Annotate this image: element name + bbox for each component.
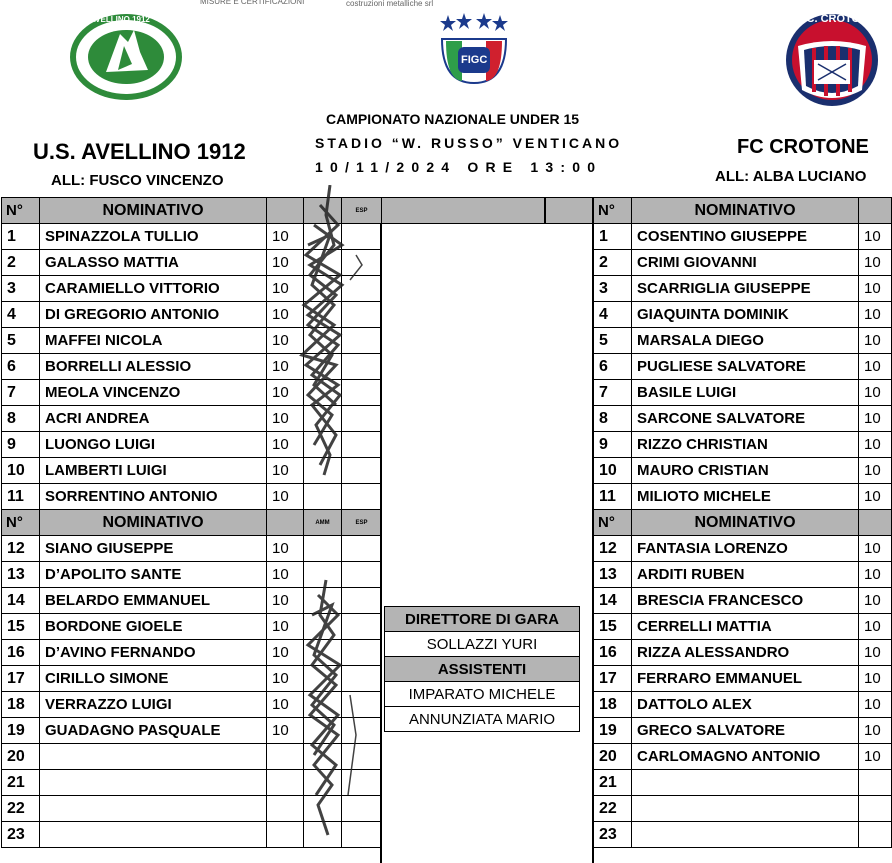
player-name: FANTASIA LORENZO	[632, 536, 859, 562]
player-name	[632, 770, 859, 796]
player-name: BRESCIA FRANCESCO	[632, 588, 859, 614]
player-shirt: 10	[267, 614, 304, 640]
player-number: 5	[594, 328, 632, 354]
player-row	[2, 666, 382, 692]
competition-title: CAMPIONATO NAZIONALE UNDER 15	[326, 111, 580, 127]
amm-cell	[304, 614, 342, 640]
player-shirt: 10	[859, 640, 892, 666]
player-shirt	[859, 796, 892, 822]
player-name: BORDONE GIOELE	[40, 614, 267, 640]
player-row	[594, 432, 892, 458]
player-name: D’APOLITO SANTE	[40, 562, 267, 588]
middle-header-strip	[381, 197, 593, 224]
player-row	[594, 796, 892, 822]
esp-cell	[342, 588, 382, 614]
player-row	[2, 458, 382, 484]
esp-cell	[342, 796, 382, 822]
player-name: VERRAZZO LUIGI	[40, 692, 267, 718]
referee-name: SOLLAZZI YURI	[385, 632, 580, 657]
player-number: 2	[2, 250, 40, 276]
player-shirt: 10	[859, 406, 892, 432]
player-row	[2, 796, 382, 822]
player-row	[2, 406, 382, 432]
player-row	[2, 276, 382, 302]
player-row	[2, 822, 382, 848]
player-shirt: 10	[859, 718, 892, 744]
player-name: SORRENTINO ANTONIO	[40, 484, 267, 510]
amm-cell	[304, 744, 342, 770]
num-header: N°	[594, 198, 632, 224]
player-number: 12	[594, 536, 632, 562]
player-number: 14	[2, 588, 40, 614]
player-shirt	[267, 770, 304, 796]
shirt-header	[859, 198, 892, 224]
esp-cell	[342, 276, 382, 302]
player-name: LAMBERTI LUIGI	[40, 458, 267, 484]
player-shirt: 10	[859, 666, 892, 692]
player-row	[594, 354, 892, 380]
player-name: GIAQUINTA DOMINIK	[632, 302, 859, 328]
amm-cell	[304, 302, 342, 328]
match-datetime: 10/11/2024 ORE 13:00	[315, 159, 603, 175]
player-number: 18	[594, 692, 632, 718]
player-name: LUONGO LUIGI	[40, 432, 267, 458]
player-number: 13	[594, 562, 632, 588]
player-number: 6	[2, 354, 40, 380]
player-row	[594, 666, 892, 692]
shirt-header	[859, 510, 892, 536]
assistant-1-name: IMPARATO MICHELE	[385, 682, 580, 707]
player-row	[2, 536, 382, 562]
player-number: 9	[594, 432, 632, 458]
player-name: MARSALA DIEGO	[632, 328, 859, 354]
player-number: 1	[2, 224, 40, 250]
amm-header: AMM	[304, 510, 342, 536]
player-name: CRIMI GIOVANNI	[632, 250, 859, 276]
esp-cell	[342, 640, 382, 666]
amm-cell	[304, 406, 342, 432]
player-name: MAFFEI NICOLA	[40, 328, 267, 354]
shirt-header	[267, 510, 304, 536]
player-number: 14	[594, 588, 632, 614]
amm-cell	[304, 562, 342, 588]
player-number: 11	[2, 484, 40, 510]
player-number: 20	[2, 744, 40, 770]
amm-cell	[304, 354, 342, 380]
amm-cell	[304, 640, 342, 666]
player-name	[632, 796, 859, 822]
player-name: PUGLIESE SALVATORE	[632, 354, 859, 380]
player-name: SPINAZZOLA TULLIO	[40, 224, 267, 250]
player-name: BASILE LUIGI	[632, 380, 859, 406]
player-shirt: 10	[267, 536, 304, 562]
player-shirt: 10	[267, 562, 304, 588]
player-row	[594, 744, 892, 770]
esp-cell	[342, 692, 382, 718]
player-number: 12	[2, 536, 40, 562]
name-header: NOMINATIVO	[632, 510, 859, 536]
player-number: 3	[2, 276, 40, 302]
player-row	[594, 302, 892, 328]
num-header: N°	[2, 510, 40, 536]
player-shirt: 10	[267, 328, 304, 354]
esp-header: ESP	[342, 510, 382, 536]
player-name: GRECO SALVATORE	[632, 718, 859, 744]
player-number: 17	[2, 666, 40, 692]
player-row	[594, 276, 892, 302]
player-row	[2, 744, 382, 770]
player-row	[2, 380, 382, 406]
away-lineup-table	[593, 197, 892, 848]
home-coach: ALL: FUSCO VINCENZO	[51, 172, 224, 189]
officials-box	[384, 606, 580, 732]
figc-logo	[432, 13, 516, 85]
player-shirt	[859, 822, 892, 848]
player-shirt	[267, 796, 304, 822]
esp-cell	[342, 380, 382, 406]
amm-cell	[304, 250, 342, 276]
esp-cell	[342, 354, 382, 380]
player-name: SIANO GIUSEPPE	[40, 536, 267, 562]
name-header: NOMINATIVO	[40, 198, 267, 224]
player-row	[594, 406, 892, 432]
player-shirt: 10	[859, 562, 892, 588]
amm-cell	[304, 536, 342, 562]
player-name: MILIOTO MICHELE	[632, 484, 859, 510]
avellino-logo	[68, 12, 184, 102]
player-name: CIRILLO SIMONE	[40, 666, 267, 692]
player-shirt: 10	[267, 640, 304, 666]
player-number: 4	[594, 302, 632, 328]
esp-cell	[342, 406, 382, 432]
esp-cell	[342, 250, 382, 276]
player-number: 23	[594, 822, 632, 848]
player-row	[594, 718, 892, 744]
player-number: 22	[2, 796, 40, 822]
player-shirt: 10	[859, 432, 892, 458]
player-name	[632, 822, 859, 848]
player-name: CERRELLI MATTIA	[632, 614, 859, 640]
player-number: 16	[2, 640, 40, 666]
amm-cell	[304, 796, 342, 822]
figc-logo-text: FIGC	[461, 54, 488, 66]
amm-cell	[304, 380, 342, 406]
player-name: ARDITI RUBEN	[632, 562, 859, 588]
name-header: NOMINATIVO	[40, 510, 267, 536]
player-name: DATTOLO ALEX	[632, 692, 859, 718]
amm-cell	[304, 588, 342, 614]
player-shirt: 10	[267, 406, 304, 432]
player-row	[2, 640, 382, 666]
player-name: SCARRIGLIA GIUSEPPE	[632, 276, 859, 302]
amm-cell	[304, 432, 342, 458]
player-row	[594, 562, 892, 588]
player-number: 21	[2, 770, 40, 796]
amm-cell	[304, 328, 342, 354]
player-shirt: 10	[859, 588, 892, 614]
esp-header: ESP	[342, 198, 382, 224]
player-row	[594, 588, 892, 614]
player-number: 4	[2, 302, 40, 328]
player-shirt: 10	[859, 328, 892, 354]
player-name: RIZZO CHRISTIAN	[632, 432, 859, 458]
player-number: 19	[594, 718, 632, 744]
player-name	[40, 796, 267, 822]
player-number: 6	[594, 354, 632, 380]
player-shirt: 10	[267, 718, 304, 744]
player-row	[594, 250, 892, 276]
esp-cell	[342, 770, 382, 796]
player-row	[2, 614, 382, 640]
home-club-name: U.S. AVELLINO 1912	[33, 139, 246, 164]
player-number: 8	[594, 406, 632, 432]
sponsor-right: costruzioni metalliche srl	[346, 0, 434, 8]
esp-cell	[342, 562, 382, 588]
player-name: DI GREGORIO ANTONIO	[40, 302, 267, 328]
player-shirt	[267, 822, 304, 848]
home-header-row	[2, 198, 382, 224]
player-row	[594, 380, 892, 406]
player-name: CARLOMAGNO ANTONIO	[632, 744, 859, 770]
player-shirt: 10	[267, 302, 304, 328]
player-shirt: 10	[267, 224, 304, 250]
player-number: 7	[594, 380, 632, 406]
player-number: 10	[2, 458, 40, 484]
player-shirt: 10	[859, 354, 892, 380]
esp-cell	[342, 614, 382, 640]
esp-cell	[342, 302, 382, 328]
player-row	[594, 536, 892, 562]
crotone-logo	[784, 6, 880, 110]
esp-cell	[342, 822, 382, 848]
player-number: 7	[2, 380, 40, 406]
amm-cell	[304, 718, 342, 744]
away-club-name: FC CROTONE	[737, 136, 869, 158]
amm-cell	[304, 484, 342, 510]
player-row	[594, 458, 892, 484]
player-number: 22	[594, 796, 632, 822]
player-number: 15	[594, 614, 632, 640]
num-header: N°	[2, 198, 40, 224]
home-lineup-table	[1, 197, 382, 848]
player-shirt: 10	[267, 588, 304, 614]
esp-cell	[342, 484, 382, 510]
player-row	[594, 822, 892, 848]
player-number: 17	[594, 666, 632, 692]
esp-cell	[342, 328, 382, 354]
esp-cell	[342, 666, 382, 692]
avellino-logo-text: AVELLINO 1912	[90, 15, 150, 24]
player-shirt: 10	[859, 614, 892, 640]
player-row	[2, 588, 382, 614]
player-shirt: 10	[859, 536, 892, 562]
player-number: 18	[2, 692, 40, 718]
player-number: 15	[2, 614, 40, 640]
player-shirt: 10	[859, 458, 892, 484]
player-number: 2	[594, 250, 632, 276]
player-name: BELARDO EMMANUEL	[40, 588, 267, 614]
away-coach: ALL: ALBA LUCIANO	[715, 168, 867, 185]
player-row	[2, 354, 382, 380]
amm-cell	[304, 822, 342, 848]
esp-cell	[342, 536, 382, 562]
player-name: FERRARO EMMANUEL	[632, 666, 859, 692]
player-shirt: 10	[859, 380, 892, 406]
player-shirt: 10	[859, 250, 892, 276]
player-name: GALASSO MATTIA	[40, 250, 267, 276]
player-name: MEOLA VINCENZO	[40, 380, 267, 406]
amm-cell	[304, 692, 342, 718]
player-shirt	[859, 770, 892, 796]
player-name: MAURO CRISTIAN	[632, 458, 859, 484]
player-shirt: 10	[267, 432, 304, 458]
player-row	[594, 614, 892, 640]
player-name	[40, 770, 267, 796]
player-row	[2, 562, 382, 588]
player-name: COSENTINO GIUSEPPE	[632, 224, 859, 250]
player-row	[594, 692, 892, 718]
name-header: NOMINATIVO	[632, 198, 859, 224]
player-row	[2, 484, 382, 510]
away-subs-header-row	[594, 510, 892, 536]
esp-cell	[342, 718, 382, 744]
shirt-header	[267, 198, 304, 224]
player-shirt: 10	[267, 354, 304, 380]
sponsor-left: MISURE E CERTIFICAZIONI	[200, 0, 305, 6]
amm-cell	[304, 458, 342, 484]
amm-cell	[304, 224, 342, 250]
player-name: BORRELLI ALESSIO	[40, 354, 267, 380]
amm-cell	[304, 276, 342, 302]
player-shirt: 10	[267, 380, 304, 406]
amm-cell	[304, 666, 342, 692]
away-header-row	[594, 198, 892, 224]
player-row	[594, 328, 892, 354]
player-name	[40, 822, 267, 848]
player-shirt: 10	[267, 484, 304, 510]
assistants-label: ASSISTENTI	[385, 657, 580, 682]
player-row	[2, 692, 382, 718]
player-shirt: 10	[267, 692, 304, 718]
player-shirt: 10	[859, 302, 892, 328]
player-name: GUADAGNO PASQUALE	[40, 718, 267, 744]
player-row	[594, 770, 892, 796]
player-shirt: 10	[859, 744, 892, 770]
player-row	[2, 432, 382, 458]
player-shirt: 10	[859, 224, 892, 250]
player-number: 3	[594, 276, 632, 302]
stadium-title: STADIO “W. RUSSO” VENTICANO	[315, 135, 623, 151]
player-shirt	[267, 744, 304, 770]
player-shirt: 10	[267, 250, 304, 276]
home-subs-header-row	[2, 510, 382, 536]
player-row	[594, 640, 892, 666]
player-number: 11	[594, 484, 632, 510]
esp-cell	[342, 458, 382, 484]
player-shirt: 10	[267, 458, 304, 484]
player-number: 10	[594, 458, 632, 484]
player-number: 8	[2, 406, 40, 432]
player-number: 5	[2, 328, 40, 354]
player-name: CARAMIELLO VITTORIO	[40, 276, 267, 302]
player-number: 16	[594, 640, 632, 666]
player-row	[594, 224, 892, 250]
player-name	[40, 744, 267, 770]
esp-cell	[342, 224, 382, 250]
player-number: 20	[594, 744, 632, 770]
esp-cell	[342, 432, 382, 458]
player-number: 21	[594, 770, 632, 796]
referee-label: DIRETTORE DI GARA	[385, 607, 580, 632]
player-number: 1	[594, 224, 632, 250]
player-shirt: 10	[859, 692, 892, 718]
player-row	[594, 484, 892, 510]
crotone-logo-text: F.C. CROTONE	[798, 13, 876, 25]
player-row	[2, 328, 382, 354]
player-number: 19	[2, 718, 40, 744]
player-number: 9	[2, 432, 40, 458]
player-row	[2, 250, 382, 276]
player-number: 23	[2, 822, 40, 848]
player-shirt: 10	[859, 276, 892, 302]
player-row	[2, 302, 382, 328]
player-row	[2, 224, 382, 250]
amm-header	[304, 198, 342, 224]
esp-cell	[342, 744, 382, 770]
player-name: D’AVINO FERNANDO	[40, 640, 267, 666]
player-row	[2, 718, 382, 744]
player-name: ACRI ANDREA	[40, 406, 267, 432]
assistant-2-name: ANNUNZIATA MARIO	[385, 707, 580, 732]
player-number: 13	[2, 562, 40, 588]
player-shirt: 10	[267, 276, 304, 302]
num-header: N°	[594, 510, 632, 536]
player-name: SARCONE SALVATORE	[632, 406, 859, 432]
player-name: RIZZA ALESSANDRO	[632, 640, 859, 666]
amm-cell	[304, 770, 342, 796]
player-shirt: 10	[859, 484, 892, 510]
player-row	[2, 770, 382, 796]
player-shirt: 10	[267, 666, 304, 692]
